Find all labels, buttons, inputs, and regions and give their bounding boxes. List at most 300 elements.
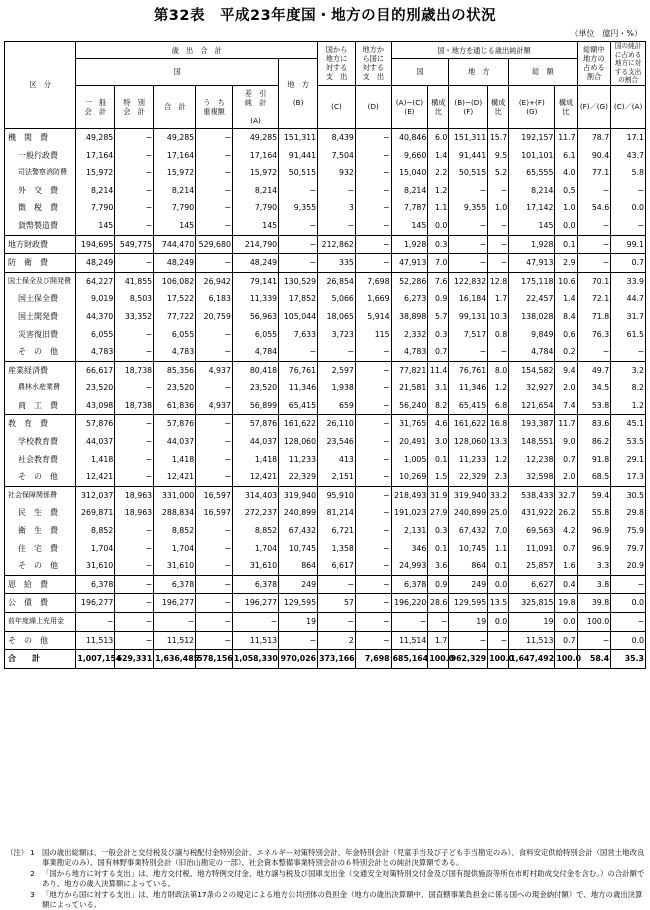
table-cell: 0.4 [555, 575, 577, 594]
table-cell: 0.7 [611, 254, 646, 273]
note-head [6, 890, 30, 910]
table-cell: − [577, 235, 611, 254]
table-cell: 8,852 [232, 522, 278, 540]
table-cell: 10,269 [391, 468, 428, 486]
table-row [5, 650, 646, 669]
table-cell: − [355, 235, 391, 254]
table-cell: 6.8 [488, 397, 509, 415]
table-cell: − [196, 433, 233, 451]
table-cell: − [355, 397, 391, 415]
row-label: 衛 生 費 [5, 522, 76, 540]
table-cell: 196,220 [391, 594, 428, 613]
table-cell: − [196, 613, 233, 632]
table-cell: 1.1 [488, 540, 509, 558]
row-label: 機 関 費 [5, 128, 76, 146]
table-row [5, 361, 646, 379]
table-row [5, 613, 646, 632]
table-cell: 57,876 [232, 415, 278, 433]
header-nat-share: 国の純計に占める地方に対する支出の割合 [611, 42, 646, 86]
table-cell: 1.0 [555, 199, 577, 217]
table-cell: − [355, 217, 391, 235]
row-label: 教 育 費 [5, 415, 76, 433]
table-cell: 6,627 [509, 575, 555, 594]
note-number: 1 [30, 848, 35, 857]
table-cell: 12,421 [76, 468, 115, 486]
table-cell: − [449, 631, 488, 650]
table-cell: 196,277 [76, 594, 115, 613]
table-row [5, 522, 646, 540]
table-cell: 196,277 [154, 594, 196, 613]
table-cell: 6,378 [154, 575, 196, 594]
table-cell: 67,432 [279, 522, 318, 540]
table-cell: 50,515 [279, 164, 318, 182]
table-cell: 28.6 [428, 594, 449, 613]
table-cell: − [232, 613, 278, 632]
table-cell: − [196, 468, 233, 486]
table-cell: 7,790 [232, 199, 278, 217]
table-cell: 8,852 [154, 522, 196, 540]
table-cell: 25.0 [488, 504, 509, 522]
table-row [5, 164, 646, 182]
table-cell: 18,963 [115, 486, 154, 504]
table-cell: 578,156 [196, 650, 233, 669]
table-cell: − [355, 575, 391, 594]
table-cell: − [279, 217, 318, 235]
table-cell: 53.5 [611, 433, 646, 451]
table-cell: 65,415 [449, 397, 488, 415]
table-cell: 7,787 [391, 199, 428, 217]
table-cell: 0.2 [555, 343, 577, 361]
table-cell: 26,942 [196, 272, 233, 290]
table-cell: 8,439 [318, 128, 356, 146]
table-cell: 8,852 [76, 522, 115, 540]
table-cell: − [196, 379, 233, 397]
table-cell: 31,765 [391, 415, 428, 433]
table-cell: 192,157 [509, 128, 555, 146]
table-cell: 44.7 [611, 290, 646, 308]
table-cell: − [355, 343, 391, 361]
table-cell: 33.2 [488, 486, 509, 504]
table-row [5, 326, 646, 344]
table-cell: 8.2 [428, 397, 449, 415]
table-cell: − [355, 199, 391, 217]
table-cell: 0.0 [555, 217, 577, 235]
row-label: 前年度繰上充用金 [5, 613, 76, 632]
table-cell: 11,513 [76, 631, 115, 650]
table-row [5, 182, 646, 200]
header-total-expenditure: 歳 出 合 計 [76, 42, 318, 59]
table-cell: 105,044 [279, 308, 318, 326]
table-cell: 30.5 [611, 486, 646, 504]
table-cell: 9.5 [488, 147, 509, 165]
table-cell: − [196, 631, 233, 650]
table-cell: 16,597 [196, 504, 233, 522]
table-cell: − [318, 575, 356, 594]
table-cell: − [196, 522, 233, 540]
table-cell: 161,622 [279, 415, 318, 433]
table-cell: 75.9 [611, 522, 646, 540]
header-local-share: 総額中 地方の 占める 割合 [577, 42, 611, 86]
table-cell: 86.2 [577, 433, 611, 451]
table-cell: 9,849 [509, 326, 555, 344]
table-cell: − [115, 199, 154, 217]
row-label: 合 計 [5, 650, 76, 669]
table-cell: 23,520 [76, 379, 115, 397]
header-g: (E)+(F) (G) [509, 85, 555, 128]
table-cell: − [355, 361, 391, 379]
table-cell: 1,418 [76, 451, 115, 469]
table-cell: 659 [318, 397, 356, 415]
table-cell: 76,761 [449, 361, 488, 379]
row-label: 産業経済費 [5, 361, 76, 379]
table-cell: 49,285 [154, 128, 196, 146]
table-cell: 76,761 [279, 361, 318, 379]
table-cell: 65,415 [279, 397, 318, 415]
table-cell: 194,695 [76, 235, 115, 254]
table-cell: − [449, 254, 488, 273]
table-cell: 106,082 [154, 272, 196, 290]
row-label: 司法警察消防費 [5, 164, 76, 182]
table-cell: 44,370 [76, 308, 115, 326]
table-cell: 8,214 [232, 182, 278, 200]
note-number: 3 [30, 889, 35, 899]
header-nat-to-local: 国から 地方に 対する 支 出 [318, 42, 356, 86]
table-row [5, 504, 646, 522]
table-cell: − [355, 147, 391, 165]
table-cell: 1,928 [509, 235, 555, 254]
row-label: 国土開発費 [5, 308, 76, 326]
table-cell: 69,563 [509, 522, 555, 540]
table-cell: 39.8 [577, 594, 611, 613]
table-row [5, 486, 646, 504]
table-cell: 8,214 [76, 182, 115, 200]
table-cell: − [115, 540, 154, 558]
table-cell: − [577, 631, 611, 650]
table-cell: 11.4 [428, 361, 449, 379]
table-cell: 96.9 [577, 540, 611, 558]
table-cell: 0.1 [428, 451, 449, 469]
table-cell: − [196, 594, 233, 613]
table-row [5, 594, 646, 613]
table-cell: 31.9 [428, 486, 449, 504]
table-cell: 1,704 [76, 540, 115, 558]
table-cell: 138,028 [509, 308, 555, 326]
table-cell: 16.8 [488, 415, 509, 433]
note-text: 「国から地方に対する支出」は、地方交付税、地方特例交付金、地方譲与税及び国庫支出金（交通安全対策特別交付金及び国有提供施設等所在市町村助成交付金を含む。）の合計額であり、地方の歳入決算額によっている。 [42, 868, 645, 889]
table-cell: 1.5 [428, 468, 449, 486]
header-ratio-e: 構成 比 [428, 85, 449, 128]
table-cell: 240,899 [279, 504, 318, 522]
header-net-total: 国・地方を通じる歳出純計額 [391, 42, 577, 59]
table-cell: − [154, 613, 196, 632]
table-cell: 95,910 [318, 486, 356, 504]
table-cell: 6,273 [391, 290, 428, 308]
table-cell: 34.5 [577, 379, 611, 397]
table-cell: 11,513 [509, 631, 555, 650]
header-tot2: 総 額 [509, 59, 577, 86]
table-cell: − [449, 343, 488, 361]
table-cell: 6,378 [391, 575, 428, 594]
table-cell: − [355, 557, 391, 575]
table-cell: 145 [391, 217, 428, 235]
table-cell: 32.7 [555, 486, 577, 504]
table-cell: 17,852 [279, 290, 318, 308]
table-cell: 66,617 [76, 361, 115, 379]
table-cell: 59.4 [577, 486, 611, 504]
note-number: 2 [30, 868, 35, 878]
table-cell: 52,286 [391, 272, 428, 290]
table-cell: 154,582 [509, 361, 555, 379]
table-cell: 44,037 [76, 433, 115, 451]
table-cell: 50,515 [449, 164, 488, 182]
table-cell: − [449, 235, 488, 254]
table-cell: 413 [318, 451, 356, 469]
header-c: (C) [318, 85, 356, 128]
table-cell: 43.7 [611, 147, 646, 165]
table-cell: 744,470 [154, 235, 196, 254]
table-cell: 29.8 [611, 504, 646, 522]
table-cell: 49,285 [76, 128, 115, 146]
row-label: 防 衛 費 [5, 254, 76, 273]
table-cell: 44,037 [232, 433, 278, 451]
table-cell: 9.0 [555, 433, 577, 451]
header-general-account: 一 般 会 計 [76, 85, 115, 128]
table-cell: 13.5 [488, 594, 509, 613]
table-cell: 145 [232, 217, 278, 235]
table-cell: 33.9 [611, 272, 646, 290]
table-cell: 31.7 [611, 308, 646, 326]
table-cell: 78.7 [577, 128, 611, 146]
row-label: 外 交 費 [5, 182, 76, 200]
table-row [5, 235, 646, 254]
table-cell: 2.2 [428, 164, 449, 182]
table-cell: 91.8 [577, 451, 611, 469]
table-cell: 1,358 [318, 540, 356, 558]
table-cell: 7,633 [279, 326, 318, 344]
row-label: 国土保全及び開発費 [5, 272, 76, 290]
table-cell: 8.2 [611, 379, 646, 397]
table-cell: − [279, 631, 318, 650]
row-label: そ の 他 [5, 468, 76, 486]
row-label: 貨幣製造費 [5, 217, 76, 235]
table-cell: − [577, 217, 611, 235]
table-cell: 76.3 [577, 326, 611, 344]
header-national: 国 [76, 59, 279, 86]
table-cell: 17,164 [76, 147, 115, 165]
table-cell: 529,680 [196, 235, 233, 254]
table-cell: 1,928 [391, 235, 428, 254]
table-cell: 0.3 [428, 326, 449, 344]
table-cell: 85,356 [154, 361, 196, 379]
table-cell: 8,214 [509, 182, 555, 200]
table-cell: 6.0 [428, 128, 449, 146]
table-cell: 11.7 [555, 415, 577, 433]
table-cell: 65,555 [509, 164, 555, 182]
table-cell: 1,418 [154, 451, 196, 469]
table-cell: − [196, 182, 233, 200]
table-cell: 1,647,492 [509, 650, 555, 669]
table-cell: 5.2 [488, 164, 509, 182]
table-cell: 1.2 [428, 182, 449, 200]
table-cell: − [611, 343, 646, 361]
table-cell: − [611, 613, 646, 632]
header-local-to-nat: 地方か ら国に 対する 支 出 [355, 42, 391, 86]
table-cell: 15.7 [488, 128, 509, 146]
table-cell: 9,355 [449, 199, 488, 217]
table-cell: 121,654 [509, 397, 555, 415]
table-cell: − [577, 343, 611, 361]
table-cell: − [318, 217, 356, 235]
table-cell: 8,503 [115, 290, 154, 308]
table-cell: 15,972 [232, 164, 278, 182]
table-cell: 48,249 [154, 254, 196, 273]
table-cell: 2,332 [391, 326, 428, 344]
table-cell: 8,214 [154, 182, 196, 200]
table-cell: 129,595 [279, 594, 318, 613]
table-cell: − [115, 415, 154, 433]
table-cell: − [196, 540, 233, 558]
table-cell: 3.1 [428, 379, 449, 397]
header-nat2: 国 [391, 59, 449, 86]
table-cell: 312,037 [76, 486, 115, 504]
table-cell: 1.2 [488, 451, 509, 469]
table-cell: 7,790 [154, 199, 196, 217]
table-cell: 40,846 [391, 128, 428, 146]
table-cell: 3.6 [428, 557, 449, 575]
table-cell: − [488, 631, 509, 650]
table-cell: − [449, 182, 488, 200]
table-cell: − [279, 343, 318, 361]
table-cell: 4,937 [196, 397, 233, 415]
table-cell: 17,522 [154, 290, 196, 308]
table-cell: 45.1 [611, 415, 646, 433]
table-cell: 56,963 [232, 308, 278, 326]
table-cell: 49,285 [232, 128, 278, 146]
table-cell: 1.7 [488, 290, 509, 308]
table-row [5, 557, 646, 575]
table-cell: 288,834 [154, 504, 196, 522]
table-cell: 20.9 [611, 557, 646, 575]
table-cell: 17.1 [611, 128, 646, 146]
table-cell: 57 [318, 594, 356, 613]
table-cell: 67,432 [449, 522, 488, 540]
table-cell: 26,854 [318, 272, 356, 290]
table-cell: 1,704 [232, 540, 278, 558]
table-cell: 54.6 [577, 199, 611, 217]
table-cell: − [488, 235, 509, 254]
table-cell: − [355, 613, 391, 632]
table-cell: 22,329 [279, 468, 318, 486]
table-cell: 129,595 [449, 594, 488, 613]
table-cell: − [115, 631, 154, 650]
table-cell: 79,141 [232, 272, 278, 290]
table-cell: 7.0 [428, 254, 449, 273]
table-cell: 16,597 [196, 486, 233, 504]
table-body [5, 128, 646, 668]
table-cell: 77,821 [391, 361, 428, 379]
table-cell: 0.0 [488, 575, 509, 594]
table-cell: − [196, 451, 233, 469]
table-cell: 685,164 [391, 650, 428, 669]
table-row [5, 128, 646, 146]
table-cell: − [115, 147, 154, 165]
table-row [5, 451, 646, 469]
table-cell: − [115, 575, 154, 594]
table-cell: 1.6 [555, 557, 577, 575]
table-cell: 218,493 [391, 486, 428, 504]
row-label: 学校教育費 [5, 433, 76, 451]
table-cell: 19 [509, 613, 555, 632]
table-cell: 1,007,154 [76, 650, 115, 669]
table-cell: − [115, 451, 154, 469]
table-cell: − [355, 504, 391, 522]
table-row [5, 290, 646, 308]
row-label: 社会保障関係費 [5, 486, 76, 504]
table-cell: 58.4 [577, 650, 611, 669]
table-cell: 1.7 [428, 631, 449, 650]
table-cell: 12.8 [488, 272, 509, 290]
table-cell: 18,738 [115, 361, 154, 379]
table-cell: 3.8 [577, 575, 611, 594]
table-cell: 10.6 [555, 272, 577, 290]
table-cell: 11,514 [391, 631, 428, 650]
table-cell: 35.3 [611, 650, 646, 669]
table-row [5, 199, 646, 217]
table-cell: 1,669 [355, 290, 391, 308]
table-row [5, 540, 646, 558]
table-cell: 15,040 [391, 164, 428, 182]
table-cell: 431,922 [509, 504, 555, 522]
table-cell: 4,784 [509, 343, 555, 361]
table-cell: − [355, 182, 391, 200]
table-cell: 151,311 [279, 128, 318, 146]
row-label: 一般行政費 [5, 147, 76, 165]
table-cell: 4.2 [555, 522, 577, 540]
table-cell: 47,913 [509, 254, 555, 273]
table-cell: 29.1 [611, 451, 646, 469]
table-cell: − [488, 343, 509, 361]
table-cell: − [355, 451, 391, 469]
table-cell: 32,598 [509, 468, 555, 486]
table-cell: 0.0 [611, 199, 646, 217]
table-cell: 11,513 [232, 631, 278, 650]
table-cell: 1,005 [391, 451, 428, 469]
table-cell: 0.6 [555, 326, 577, 344]
table-cell: 25,857 [509, 557, 555, 575]
table-cell: 77,722 [154, 308, 196, 326]
table-cell: 970,026 [279, 650, 318, 669]
table-cell: 17,142 [509, 199, 555, 217]
table-cell: 6,721 [318, 522, 356, 540]
table-cell: 19 [279, 613, 318, 632]
table-cell: 23,520 [232, 379, 278, 397]
table-cell: 1.0 [488, 199, 509, 217]
table-cell: − [196, 415, 233, 433]
table-cell: 12,421 [154, 468, 196, 486]
table-cell: 18,738 [115, 397, 154, 415]
table-cell: 193,387 [509, 415, 555, 433]
table-cell: 0.7 [428, 343, 449, 361]
table-cell: − [355, 594, 391, 613]
table-cell: 3.2 [611, 361, 646, 379]
table-cell: − [196, 128, 233, 146]
table-cell: 22,457 [509, 290, 555, 308]
table-cell: 175,118 [509, 272, 555, 290]
table-cell: − [115, 557, 154, 575]
table-cell: 11,233 [279, 451, 318, 469]
table-cell: 20,491 [391, 433, 428, 451]
row-label: そ の 他 [5, 631, 76, 650]
